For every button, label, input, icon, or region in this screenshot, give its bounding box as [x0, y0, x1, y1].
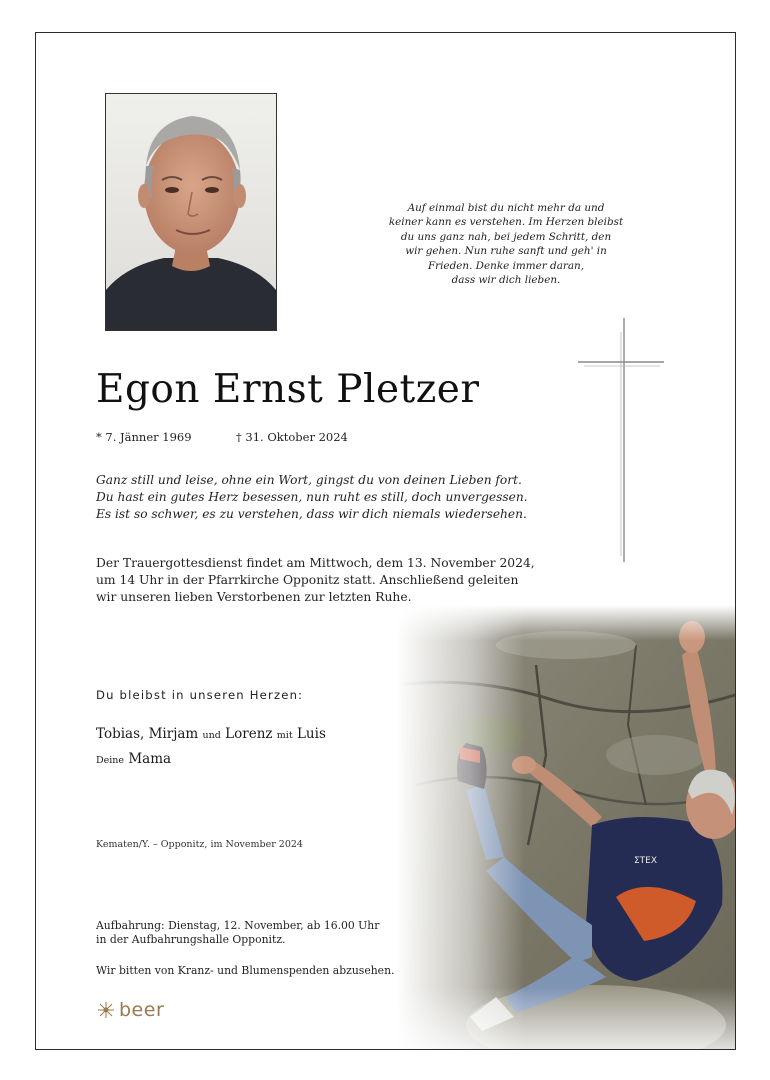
- mother-prefix: Deine: [96, 755, 125, 766]
- flower-request: Wir bitten von Kranz- und Blumenspenden abzusehen.: [96, 964, 395, 977]
- deceased-name: Egon Ernst Pletzer: [96, 367, 480, 412]
- portrait-photo: [105, 93, 277, 331]
- poem-line: Frieden. Denke immer daran,: [427, 259, 585, 272]
- verse-line: Es ist so schwer, es zu verstehen, dass wir dich niemals wiedersehen.: [96, 507, 527, 521]
- verse-line: Ganz still und leise, ohne ein Wort, gingst du von deinen Lieben fort.: [96, 473, 522, 487]
- conjunction: mit: [276, 730, 293, 741]
- family-name: Tobias, Mirjam: [96, 726, 199, 742]
- poem: [368, 201, 644, 287]
- death-date: † 31. Oktober 2024: [236, 430, 348, 444]
- service-line: um 14 Uhr in der Pfarrkirche Opponitz statt. Anschließend geleiten: [96, 573, 519, 587]
- viewing-line: Aufbahrung: Dienstag, 12. November, ab 16.00 Uhr: [96, 919, 380, 932]
- mother-name: Mama: [128, 751, 172, 767]
- beer-logo: [96, 999, 164, 1021]
- death-notice-card: [35, 32, 736, 1050]
- service-line: wir unseren lieben Verstorbenen zur letzten Ruhe.: [96, 590, 412, 604]
- cross-icon: [576, 316, 666, 566]
- family-names: [96, 726, 326, 742]
- viewing-line: in der Aufbahrungshalle Opponitz.: [96, 933, 286, 946]
- family-name: Luis: [296, 726, 326, 742]
- funeral-service-text: [96, 555, 535, 606]
- place-date: Kematen/Y. – Opponitz, im November 2024: [96, 839, 303, 850]
- conjunction: und: [202, 730, 221, 741]
- poem-line: wir gehen. Nun ruhe sanft und geh' in: [405, 245, 607, 258]
- climbing-photo: [396, 605, 735, 1049]
- poem-line: du uns ganz nah, bei jedem Schritt, den: [400, 230, 612, 243]
- poem-line: keiner kann es verstehen. Im Herzen bleibst: [388, 216, 624, 229]
- mourners-heading: Du bleibst in unseren Herzen:: [96, 688, 304, 702]
- dandelion-icon: [96, 1000, 116, 1020]
- mother-line: [96, 751, 171, 767]
- poem-line: Auf einmal bist du nicht mehr da und: [407, 202, 605, 214]
- verse-line: Du hast ein gutes Herz besessen, nun ruht es still, doch unvergessen.: [96, 490, 528, 504]
- birth-date: * 7. Jänner 1969: [96, 430, 192, 444]
- logo-text: beer: [119, 999, 165, 1021]
- poem-line: dass wir dich lieben.: [451, 274, 561, 287]
- viewing-info: [96, 919, 379, 947]
- verse: [96, 472, 528, 523]
- family-name: Lorenz: [225, 726, 273, 742]
- service-line: Der Trauergottesdienst findet am Mittwoch, dem 13. November 2024,: [96, 556, 535, 570]
- life-dates: [96, 430, 348, 444]
